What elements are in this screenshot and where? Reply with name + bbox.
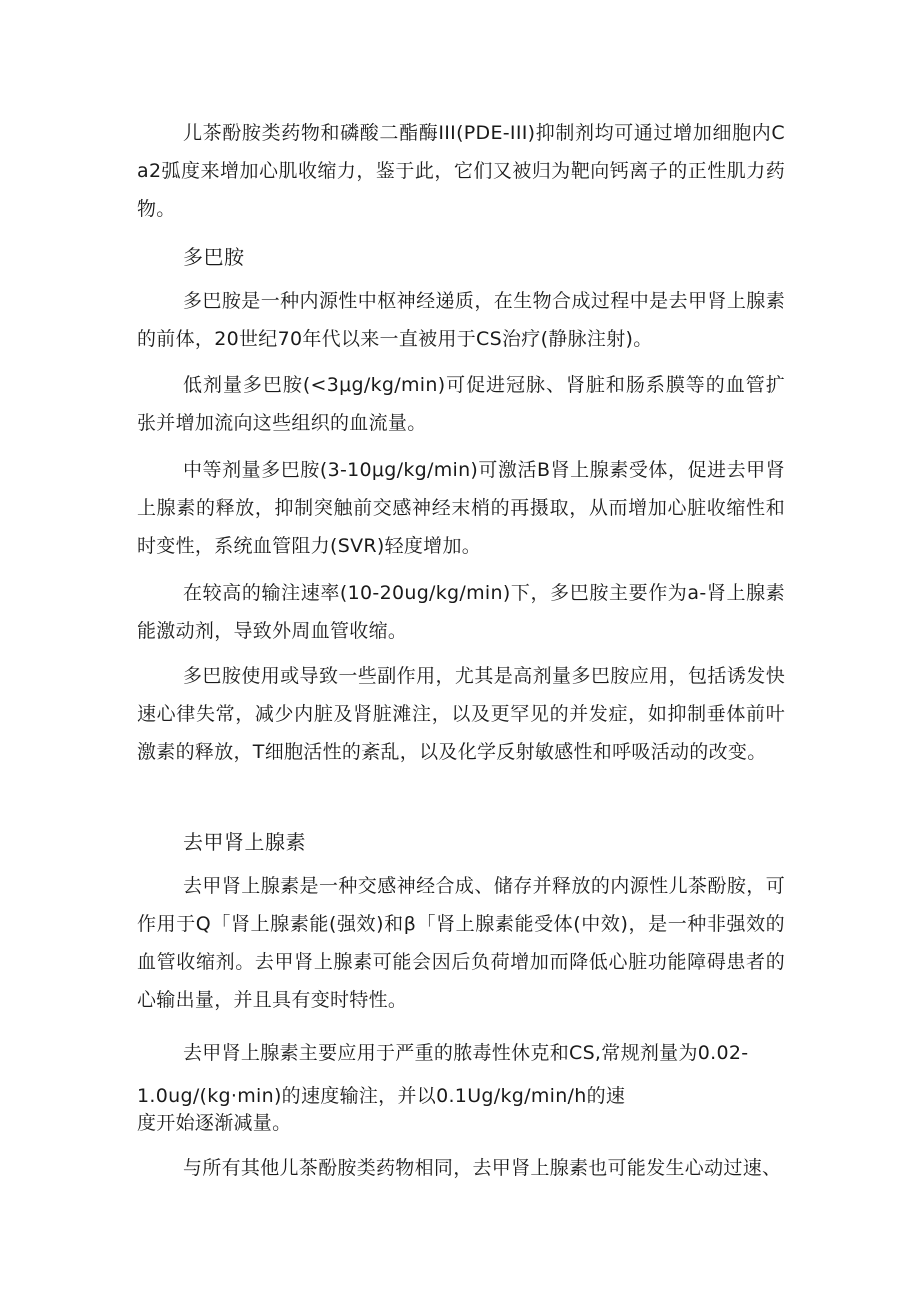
paragraph-catecholamine-intro: 儿茶酚胺类药物和磷酸二酯酶III(PDE-III)抑制剂均可通过增加细胞内Ca2弧度来增加心肌收缩力，鉴于此，它们又被归为靶向钙离子的正性肌力药物。 [137, 122, 785, 220]
paragraph-norepinephrine-dosage-line-2: 1.0ug/(kg·min)的速度输注，并以0.1Ug/kg/min/h的速 [137, 1085, 626, 1107]
paragraph-norepinephrine-definition: 去甲肾上腺素是一种交感神经合成、储存并释放的内源性儿茶酚胺，可作用于Q「肾上腺素能(强效)和β「肾上腺素能受体(中效)，是一种非强效的血管收缩剂。去甲肾上腺素可能会因后负荷增加而降低心脏功能障碍患者的心输出量，并且具有变时特性。 [137, 875, 785, 1011]
heading-norepinephrine: 去甲肾上腺素 [183, 830, 306, 854]
heading-dopamine: 多巴胺 [183, 245, 245, 269]
paragraph-dopamine-low-dose: 低剂量多巴胺(<3μg/kg/min)可促进冠脉、肾脏和肠系膜等的血管扩张并增加流向这些组织的血流量。 [137, 374, 785, 434]
paragraph-norepinephrine-dosage-line-1: 去甲肾上腺素主要应用于严重的脓毒性休克和CS,常规剂量为0.02- [183, 1042, 749, 1064]
paragraph-dopamine-medium-dose: 中等剂量多巴胺(3-10μg/kg/min)可激活B肾上腺素受体，促进去甲肾上腺素的释放，抑制突触前交感神经末梢的再摄取，从而增加心脏收缩性和时变性，系统血管阻力(SVR)轻度增加。 [137, 459, 785, 557]
paragraph-dopamine-high-dose: 在较高的输注速率(10-20ug/kg/min)下，多巴胺主要作为a-肾上腺素能激动剂，导致外周血管收缩。 [137, 582, 785, 642]
paragraph-dopamine-definition: 多巴胺是一种内源性中枢神经递质，在生物合成过程中是去甲肾上腺素的前体，20世纪70年代以来一直被用于CS治疗(静脉注射)。 [137, 290, 785, 350]
paragraph-dopamine-side-effects: 多巴胺使用或导致一些副作用，尤其是高剂量多巴胺应用，包括诱发快速心律失常，减少内脏及肾脏滩注，以及更罕见的并发症，如抑制垂体前叶激素的释放，T细胞活性的紊乱，以及化学反射敏感性和呼吸活动的改变。 [137, 665, 785, 763]
paragraph-norepinephrine-side-effects: 与所有其他儿茶酚胺类药物相同，去甲肾上腺素也可能发生心动过速、 [183, 1157, 782, 1179]
paragraph-norepinephrine-dosage-line-3: 度开始逐渐减量。 [137, 1112, 292, 1134]
